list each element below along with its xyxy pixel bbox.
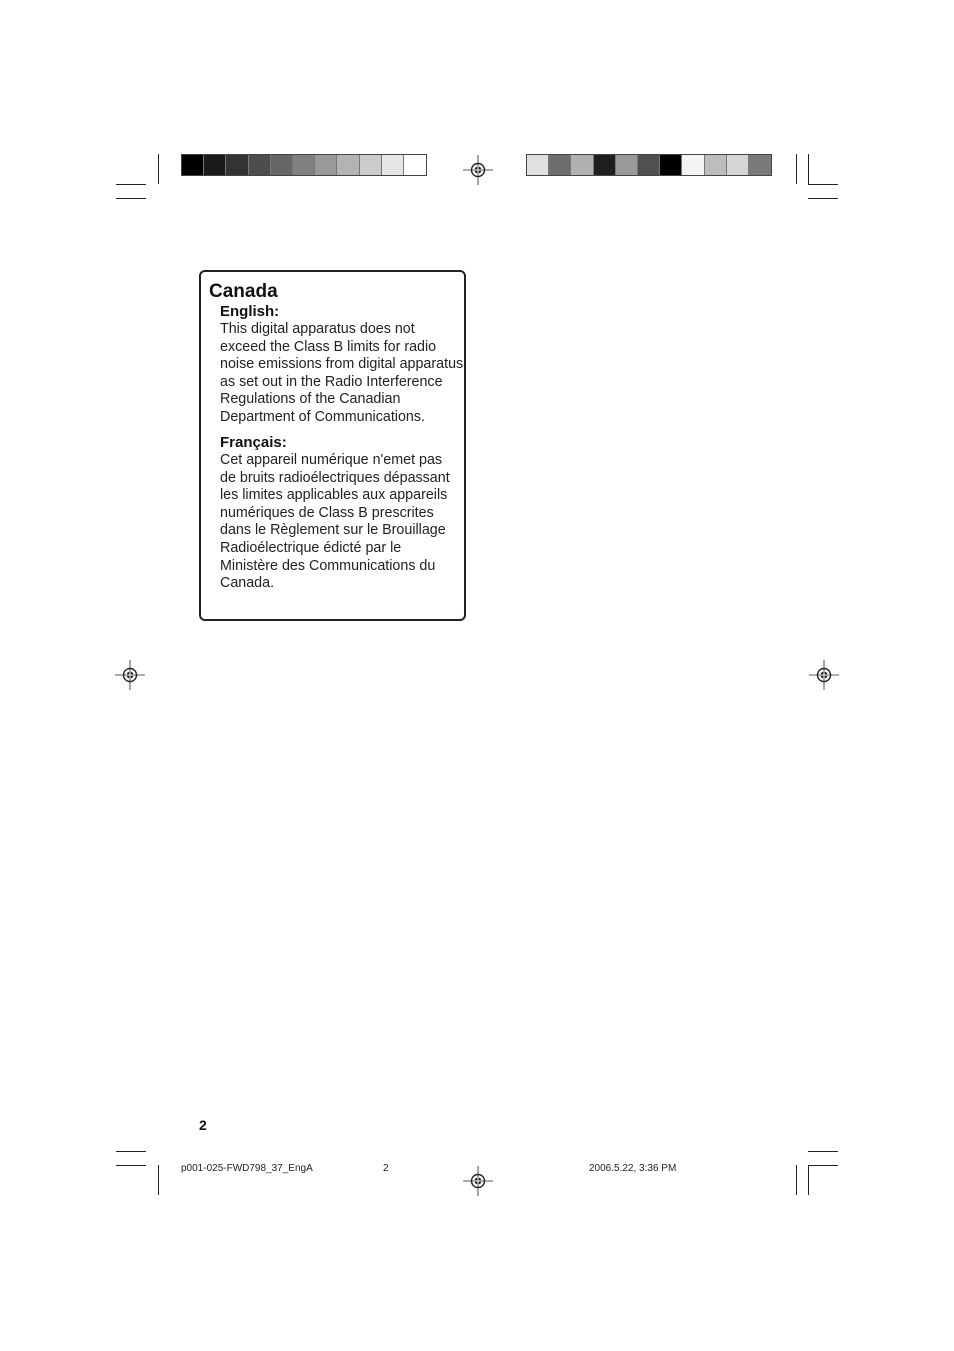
color-swatch — [527, 155, 549, 175]
text-line: dans le Règlement sur le Brouillage — [220, 522, 446, 539]
footer-page: 2 — [383, 1163, 389, 1174]
crop-mark — [808, 1151, 838, 1152]
text-line: les limites applicables aux appareils — [220, 487, 448, 504]
crop-mark — [116, 184, 146, 185]
color-swatch — [226, 155, 248, 175]
crop-mark — [116, 1165, 146, 1166]
crop-mark — [116, 198, 146, 199]
text-line: This digital apparatus does not — [220, 321, 415, 337]
crop-mark — [796, 154, 797, 184]
color-swatch — [182, 155, 204, 175]
english-heading: English: — [220, 303, 280, 320]
color-swatch — [594, 155, 616, 175]
color-swatch — [204, 155, 226, 175]
color-swatch — [249, 155, 271, 175]
color-swatch — [549, 155, 571, 175]
crop-mark — [808, 198, 838, 199]
english-section — [220, 303, 464, 427]
color-swatch — [337, 155, 359, 175]
color-swatch — [360, 155, 382, 175]
text-line: noise emissions from digital apparatus — [220, 356, 464, 373]
crop-mark — [808, 184, 838, 185]
crop-mark — [158, 1165, 159, 1195]
french-section — [220, 434, 464, 593]
french-heading: Français: — [220, 434, 287, 451]
text-line: Ministère des Communications du — [220, 557, 436, 574]
french-text — [220, 452, 464, 593]
crop-mark — [116, 1151, 146, 1152]
text-line: de bruits radioélectriques dépassant — [220, 469, 450, 486]
english-text — [220, 321, 464, 427]
registration-mark-icon — [809, 660, 839, 690]
crop-mark — [808, 154, 809, 184]
color-bar-left — [181, 154, 427, 176]
text-line: Cet appareil numérique n'emet pas — [220, 452, 443, 468]
footer-date: 2006.5.22, 3:36 PM — [589, 1163, 677, 1174]
text-line: Regulations of the Canadian — [220, 391, 401, 408]
text-line: Department of Communications. — [220, 408, 426, 425]
color-swatch — [705, 155, 727, 175]
text-line: Canada. — [220, 575, 275, 592]
color-swatch — [293, 155, 315, 175]
crop-mark — [808, 1165, 809, 1195]
color-swatch — [616, 155, 638, 175]
crop-mark — [796, 1165, 797, 1195]
color-swatch — [271, 155, 293, 175]
color-bar-right — [526, 154, 772, 176]
registration-mark-icon — [463, 155, 493, 185]
color-swatch — [727, 155, 749, 175]
color-swatch — [660, 155, 682, 175]
color-swatch — [382, 155, 404, 175]
color-swatch — [571, 155, 593, 175]
text-line: Radioélectrique édicté par le — [220, 539, 402, 556]
text-line: exceed the Class B limits for radio — [220, 338, 437, 355]
notice-title: Canada — [209, 281, 278, 302]
color-swatch — [404, 155, 426, 175]
crop-mark — [808, 1165, 838, 1166]
canada-notice-box — [199, 270, 466, 621]
crop-mark — [158, 154, 159, 184]
color-swatch — [315, 155, 337, 175]
text-line: numériques de Class B prescrites — [220, 504, 434, 521]
footer-filename: p001-025-FWD798_37_EngA — [181, 1163, 313, 1174]
color-swatch — [749, 155, 771, 175]
text-line: as set out in the Radio Interference — [220, 373, 443, 390]
color-swatch — [638, 155, 660, 175]
page-number: 2 — [199, 1117, 207, 1133]
registration-mark-icon — [115, 660, 145, 690]
registration-mark-icon — [463, 1166, 493, 1196]
color-swatch — [682, 155, 704, 175]
